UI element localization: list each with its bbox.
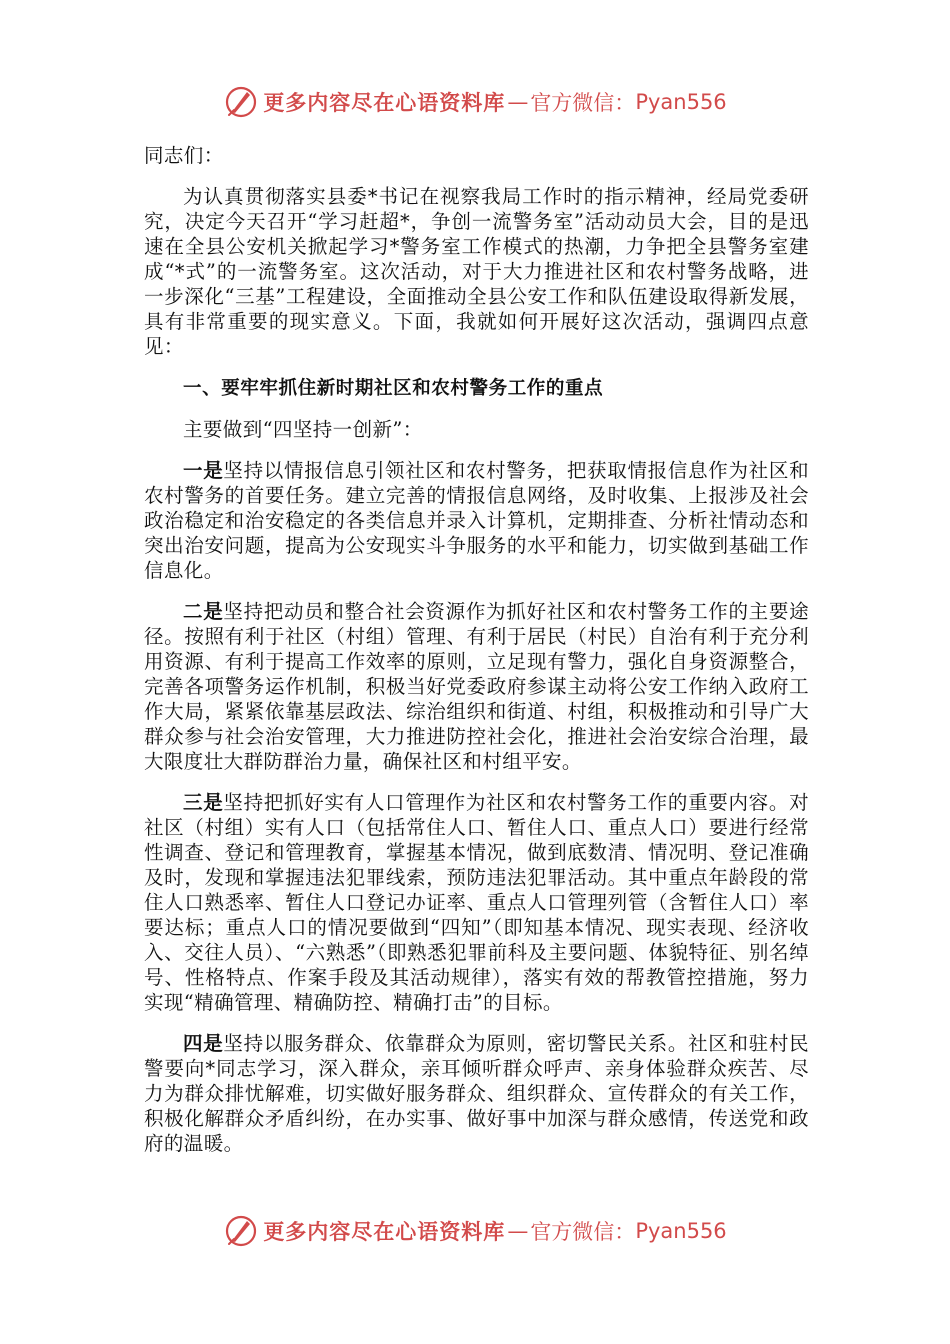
point-lead: 二是 [183,600,224,623]
watermark-wechat-id: Pyan556 [635,90,727,114]
watermark-wechat-id: Pyan556 [635,1219,727,1243]
quill-pen-icon [223,84,259,120]
section-subheading: 主要做到“四坚持一创新”： [183,418,423,441]
watermark-dash: — [507,90,529,114]
watermark-wechat-label: 官方微信： [530,1220,636,1244]
point-paragraph [144,790,809,1015]
point-paragraph [144,599,809,774]
watermark-dash: — [507,1219,529,1243]
point-lead: 三是 [183,791,224,814]
point-paragraph [144,458,809,583]
section-1-heading: 一、要牢牢抓住新时期社区和农村警务工作的重点 [183,378,604,399]
watermark-banner-top [0,80,950,124]
point-text: 坚持把动员和整合社会资源作为抓好社区和农村警务工作的主要途径。按照有利于社区（村组）管理、有利于居民（村民）自治有利于充分利用资源、有利于提高工作效率的原则，立足现有警力，强化自身资源整合，完善各项警务运作机制，积极当好党委政府参谋主动将公安工作纳入政府工作大局，紧紧依靠基层政法、综治组织和街道、村组，积极推动和引导广大群众参与社会治安管理，大力推进防控社会化，推进社会治安综合治理，最大限度壮大群防群治力量，确保社区和村组平安。 [144,600,809,773]
point-text: 坚持把抓好实有人口管理作为社区和农村警务工作的重要内容。对社区（村组）实有人口（包括常住人口、暂住人口、重点人口）要进行经常性调查、登记和管理教育，掌握基本情况，做到底数清、情况明、登记准确及时，发现和掌握违法犯罪线索，预防违法犯罪活动。其中重点年龄段的常住人口熟悉率、暂住人口登记办证率、重点人口管理列管（含暂住人口）率要达标；重点人口的情况要做到“四知”（即知基本情况、现实表现、经济收入、交往人员）、“六熟悉”（即熟悉犯罪前科及主要问题、体貌特征、别名绰号、性格特点、作案手段及其活动规律），落实有效的帮教管控措施，努力实现“精确管理、精确防控、精确打击”的目标。 [144,791,809,1014]
quill-pen-icon [223,1213,259,1249]
watermark-banner-bottom [0,1209,950,1253]
salutation: 同志们： [144,144,224,167]
intro-paragraph: 为认真贯彻落实县委*书记在视察我局工作时的指示精神，经局党委研究，决定今天召开“学习赶超*，争创一流警务室”活动动员大会，目的是迅速在全县公安机关掀起学习*警务室工作模式的热潮，力争把全县警务室建成“*式”的一流警务室。这次活动，对于大力推进社区和农村警务战略，进一步深化“三基”工程建设，全面推动全县公安工作和队伍建设取得新发展，具有非常重要的现实意义。下面，我就如何开展好这次活动，强调四点意见： [144,185,809,358]
point-paragraph [144,1031,809,1156]
watermark-wechat-label: 官方微信： [530,91,636,115]
watermark-text: 更多内容尽在心语资料库 [263,1219,506,1244]
point-text: 坚持以情报信息引领社区和农村警务，把获取情报信息作为社区和农村警务的首要任务。建立完善的情报信息网络，及时收集、上报涉及社会政治稳定和治安稳定的各类信息并录入计算机，定期排查、分析社情动态和突出治安问题，提高为公安现实斗争服务的水平和能力，切实做到基础工作信息化。 [144,459,809,582]
point-lead: 一是 [183,459,224,482]
section-heading [144,375,809,401]
document-body [144,143,809,1156]
point-lead: 四是 [183,1032,224,1055]
watermark-text: 更多内容尽在心语资料库 [263,90,506,115]
point-text: 坚持以服务群众、依靠群众为原则，密切警民关系。社区和驻村民警要向*同志学习，深入群众，亲耳倾听群众呼声、亲身体验群众疾苦、尽力为群众排忧解难，切实做好服务群众、组织群众、宣传群众的有关工作，积极化解群众矛盾纠纷，在办实事、做好事中加深与群众感情，传送党和政府的温暖。 [144,1032,809,1155]
